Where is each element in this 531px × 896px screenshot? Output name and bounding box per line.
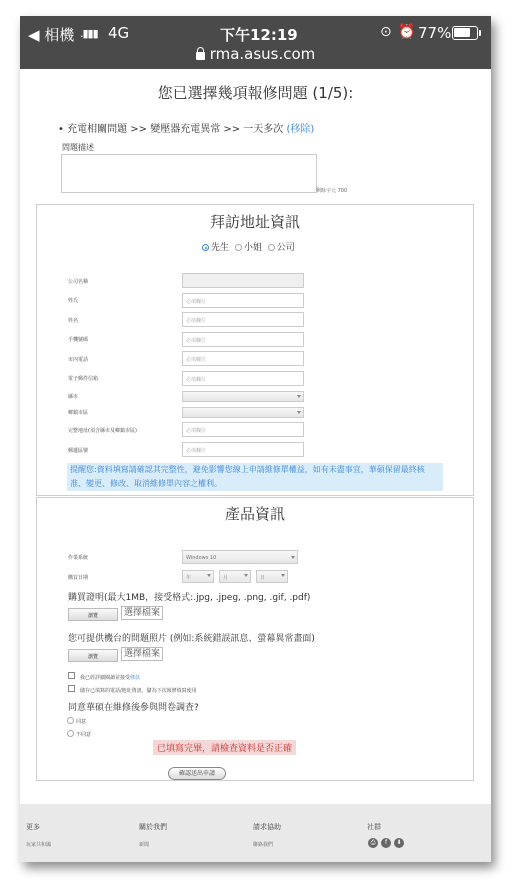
network-type: 4G (108, 24, 130, 42)
validation-message: 已填寫完畢，請檢查資料是否正確 (153, 740, 296, 755)
battery-percent: 77% (418, 24, 452, 42)
surname-label: 姓氏 (68, 298, 79, 304)
lock-icon (196, 52, 205, 60)
day-select[interactable] (256, 570, 288, 583)
month-select[interactable] (219, 570, 251, 583)
district-label: 鄉鎮市區 (68, 410, 89, 416)
radio-ms-dot (235, 244, 242, 251)
receipt-label: 購買證明(最大1MB，接受格式:.jpg, .jpeg, .png, .gif, .pdf) (68, 593, 311, 603)
os-value: Windows 10 (186, 555, 217, 561)
chevron-down-icon (244, 574, 248, 577)
survey-no-dot (67, 730, 74, 737)
postal-code-label: 郵遞區號 (68, 448, 89, 454)
description-textarea[interactable] (61, 154, 317, 193)
phone-label: 市內電話 (68, 357, 89, 363)
day-value: 日 (260, 575, 266, 581)
battery-fill (454, 28, 470, 37)
radio-company-label: 公司 (276, 243, 295, 253)
radio-mr[interactable] (202, 243, 229, 253)
radio-company-dot (268, 244, 275, 251)
month-value: 月 (223, 575, 229, 581)
radio-ms[interactable] (235, 243, 262, 253)
district-select[interactable] (182, 407, 304, 418)
radio-ms-label: 小姐 (243, 243, 262, 253)
survey-yes-radio[interactable] (67, 717, 86, 725)
notice-text: 提醒您:資料填寫請確認其完整性，避免影響您線上申請維修單權益，如有未盡事宜，華碩保留最終核准、變更、修改、取消維修單內容之權利。 (67, 463, 443, 491)
chevron-down-icon (297, 411, 301, 414)
chevron-down-icon (207, 574, 211, 577)
footer-social[interactable]: 社群 (367, 823, 381, 831)
submit-button[interactable]: 確認送出申請 (168, 767, 226, 780)
given-name-label: 姓名 (68, 318, 79, 324)
facebook-icon[interactable]: f (381, 838, 391, 848)
given-name-input[interactable]: 必填欄位 (182, 312, 304, 327)
county-select[interactable] (182, 391, 304, 402)
photo-browse-button[interactable]: 瀏覽 (68, 649, 118, 662)
footer-support[interactable]: 請求協助 (253, 823, 281, 831)
battery-tip (479, 30, 481, 36)
visit-address-panel (36, 204, 474, 496)
radio-mr-label: 先生 (211, 243, 230, 253)
battery-icon (452, 26, 478, 40)
remove-issue-link[interactable]: (移除) (286, 124, 315, 135)
postal-code-input[interactable]: 必填欄位 (182, 442, 304, 457)
footer-about[interactable]: 關於我們 (139, 823, 167, 831)
mobile-label: 手機號碼 (68, 337, 89, 343)
status-bar (20, 16, 491, 69)
survey-label: 同意華碩在維修後參與問卷調查? (68, 703, 199, 713)
year-value: 年 (186, 575, 192, 581)
address-bar[interactable] (20, 45, 491, 63)
chars-remaining: 剩餘字元 700 (316, 188, 348, 194)
product-info-panel (36, 497, 474, 781)
save-info-label: 儲存已填寫的電話/地址資訊，儲為下次報修填寫使用 (80, 688, 197, 694)
terms-link[interactable]: 條款 (130, 675, 141, 681)
chevron-down-icon (291, 556, 295, 559)
selected-issue (58, 120, 314, 135)
footer-link-news[interactable]: 新聞 (139, 842, 150, 848)
visit-section-title: 拜訪地址資訊 (209, 213, 300, 231)
os-label: 作業系統 (68, 555, 89, 561)
alarm-icon: ⏰ (398, 24, 416, 40)
address-label: 完整地址(須含縣市及鄉鎮市區) (68, 428, 137, 434)
address-input[interactable]: 必填欄位 (182, 422, 304, 437)
chevron-down-icon (281, 574, 285, 577)
photo-choose-file-button[interactable]: 選擇檔案 (121, 647, 163, 661)
survey-no-radio[interactable] (67, 730, 91, 738)
survey-no-label: 不同意 (76, 732, 92, 738)
receipt-browse-button[interactable]: 瀏覽 (68, 608, 118, 621)
description-label: 問題描述 (62, 143, 94, 152)
title-radio-group (202, 240, 295, 253)
mobile-input[interactable]: 必填欄位 (182, 332, 304, 347)
page-title: 您已選擇幾項報修問題 (1/5): (157, 84, 354, 102)
save-info-checkbox[interactable] (68, 685, 75, 692)
surname-input[interactable]: 必填欄位 (182, 293, 304, 308)
photo-label: 您可提供機台的問題照片 (例如:系統錯誤訊息、螢幕異常畫面) (68, 634, 315, 644)
email-label: 電子郵件信箱 (68, 376, 99, 382)
url-text: rma.asus.com (209, 45, 316, 63)
year-select[interactable] (182, 570, 214, 583)
clock: 下午12:19 (220, 26, 298, 44)
product-section-title: 產品資訊 (224, 505, 285, 523)
receipt-choose-file-button[interactable]: 選擇檔案 (121, 606, 163, 620)
footer-link-rog[interactable]: 玩家共和國 (26, 842, 52, 848)
company-name-input[interactable] (182, 273, 304, 288)
signal-icon: .▮▮▮ (80, 27, 98, 40)
survey-yes-dot (67, 717, 74, 724)
radio-company[interactable] (268, 243, 295, 253)
footer-more[interactable]: 更多 (26, 823, 40, 831)
email-input[interactable]: 必填欄位 (182, 371, 304, 386)
radio-mr-dot (202, 244, 209, 251)
os-select[interactable] (182, 550, 298, 564)
survey-yes-label: 同意 (76, 719, 87, 725)
county-label: 縣市 (68, 394, 79, 400)
site-footer (20, 804, 491, 862)
phone-input[interactable]: 必填欄位 (182, 351, 304, 366)
issue-text: • 充電相關問題 >> 變壓器充電異常 >> 一天多次 (58, 124, 287, 135)
rotation-lock-icon: ⊙ (380, 24, 392, 40)
browser-viewport (20, 16, 491, 862)
footer-link-contact[interactable]: 聯絡我們 (253, 842, 274, 848)
chevron-down-icon (297, 395, 301, 398)
back-to-camera-link[interactable]: ◀ 相機 (28, 26, 75, 44)
printer-icon[interactable]: ⎙ (368, 838, 378, 848)
purchase-date-label: 購買日期 (68, 575, 89, 581)
download-icon[interactable]: ⬇ (394, 838, 404, 848)
terms-checkbox[interactable] (68, 672, 75, 679)
company-name-label: 公司名稱 (68, 279, 89, 285)
terms-label: 我已經詳細閱讀並接受 (80, 675, 131, 681)
terms-text (80, 674, 140, 681)
